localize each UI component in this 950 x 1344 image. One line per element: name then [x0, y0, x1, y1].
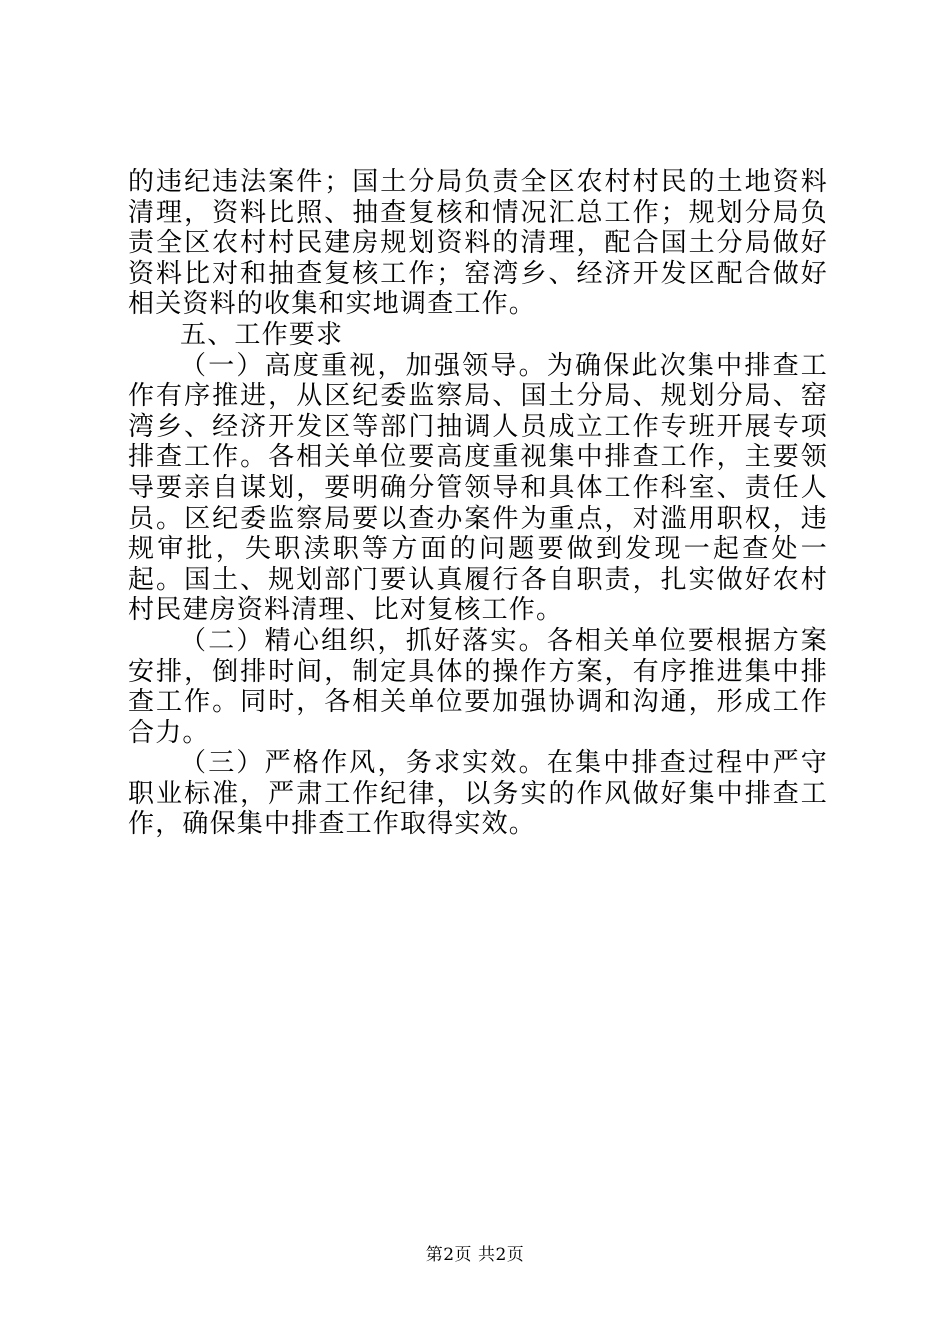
page-number-footer: 第2页 共2页	[425, 1245, 525, 1265]
paragraph-requirement-3: （三）严格作风，务求实效。在集中排查过程中严守职业标准，严肃工作纪律，以务实的作风做好集中排查工作，确保集中排查工作取得实效。	[128, 748, 828, 840]
paragraph-requirement-1: （一）高度重视，加强领导。为确保此次集中排查工作有序推进，从区纪委监察局、国土分局、规划分局、窑湾乡、经济开发区等部门抽调人员成立工作专班开展专项排查工作。各相关单位要高度重视集中排查工作，主要领导要亲自谋划，要明确分管领导和具体工作科室、责任人员。区纪委监察局要以查办案件为重点，对滥用职权，违规审批，失职渎职等方面的问题要做到发现一起查处一起。国土、规划部门要认真履行各自职责，扎实做好农村村民建房资料清理、比对复核工作。	[128, 350, 828, 626]
paragraph-continuation: 的违纪违法案件；国土分局负责全区农村村民的土地资料清理，资料比照、抽查复核和情况汇总工作；规划分局负责全区农村村民建房规划资料的清理，配合国土分局做好资料比对和抽查复核工作；窑湾乡、经济开发区配合做好相关资料的收集和实地调查工作。	[128, 167, 828, 320]
document-body	[128, 167, 828, 840]
paragraph-requirement-2: （二）精心组织，抓好落实。各相关单位要根据方案安排，倒排时间，制定具体的操作方案，有序推进集中排查工作。同时，各相关单位要加强协调和沟通，形成工作合力。	[128, 625, 828, 748]
section-heading-work-requirements: 五、工作要求	[180, 319, 344, 350]
